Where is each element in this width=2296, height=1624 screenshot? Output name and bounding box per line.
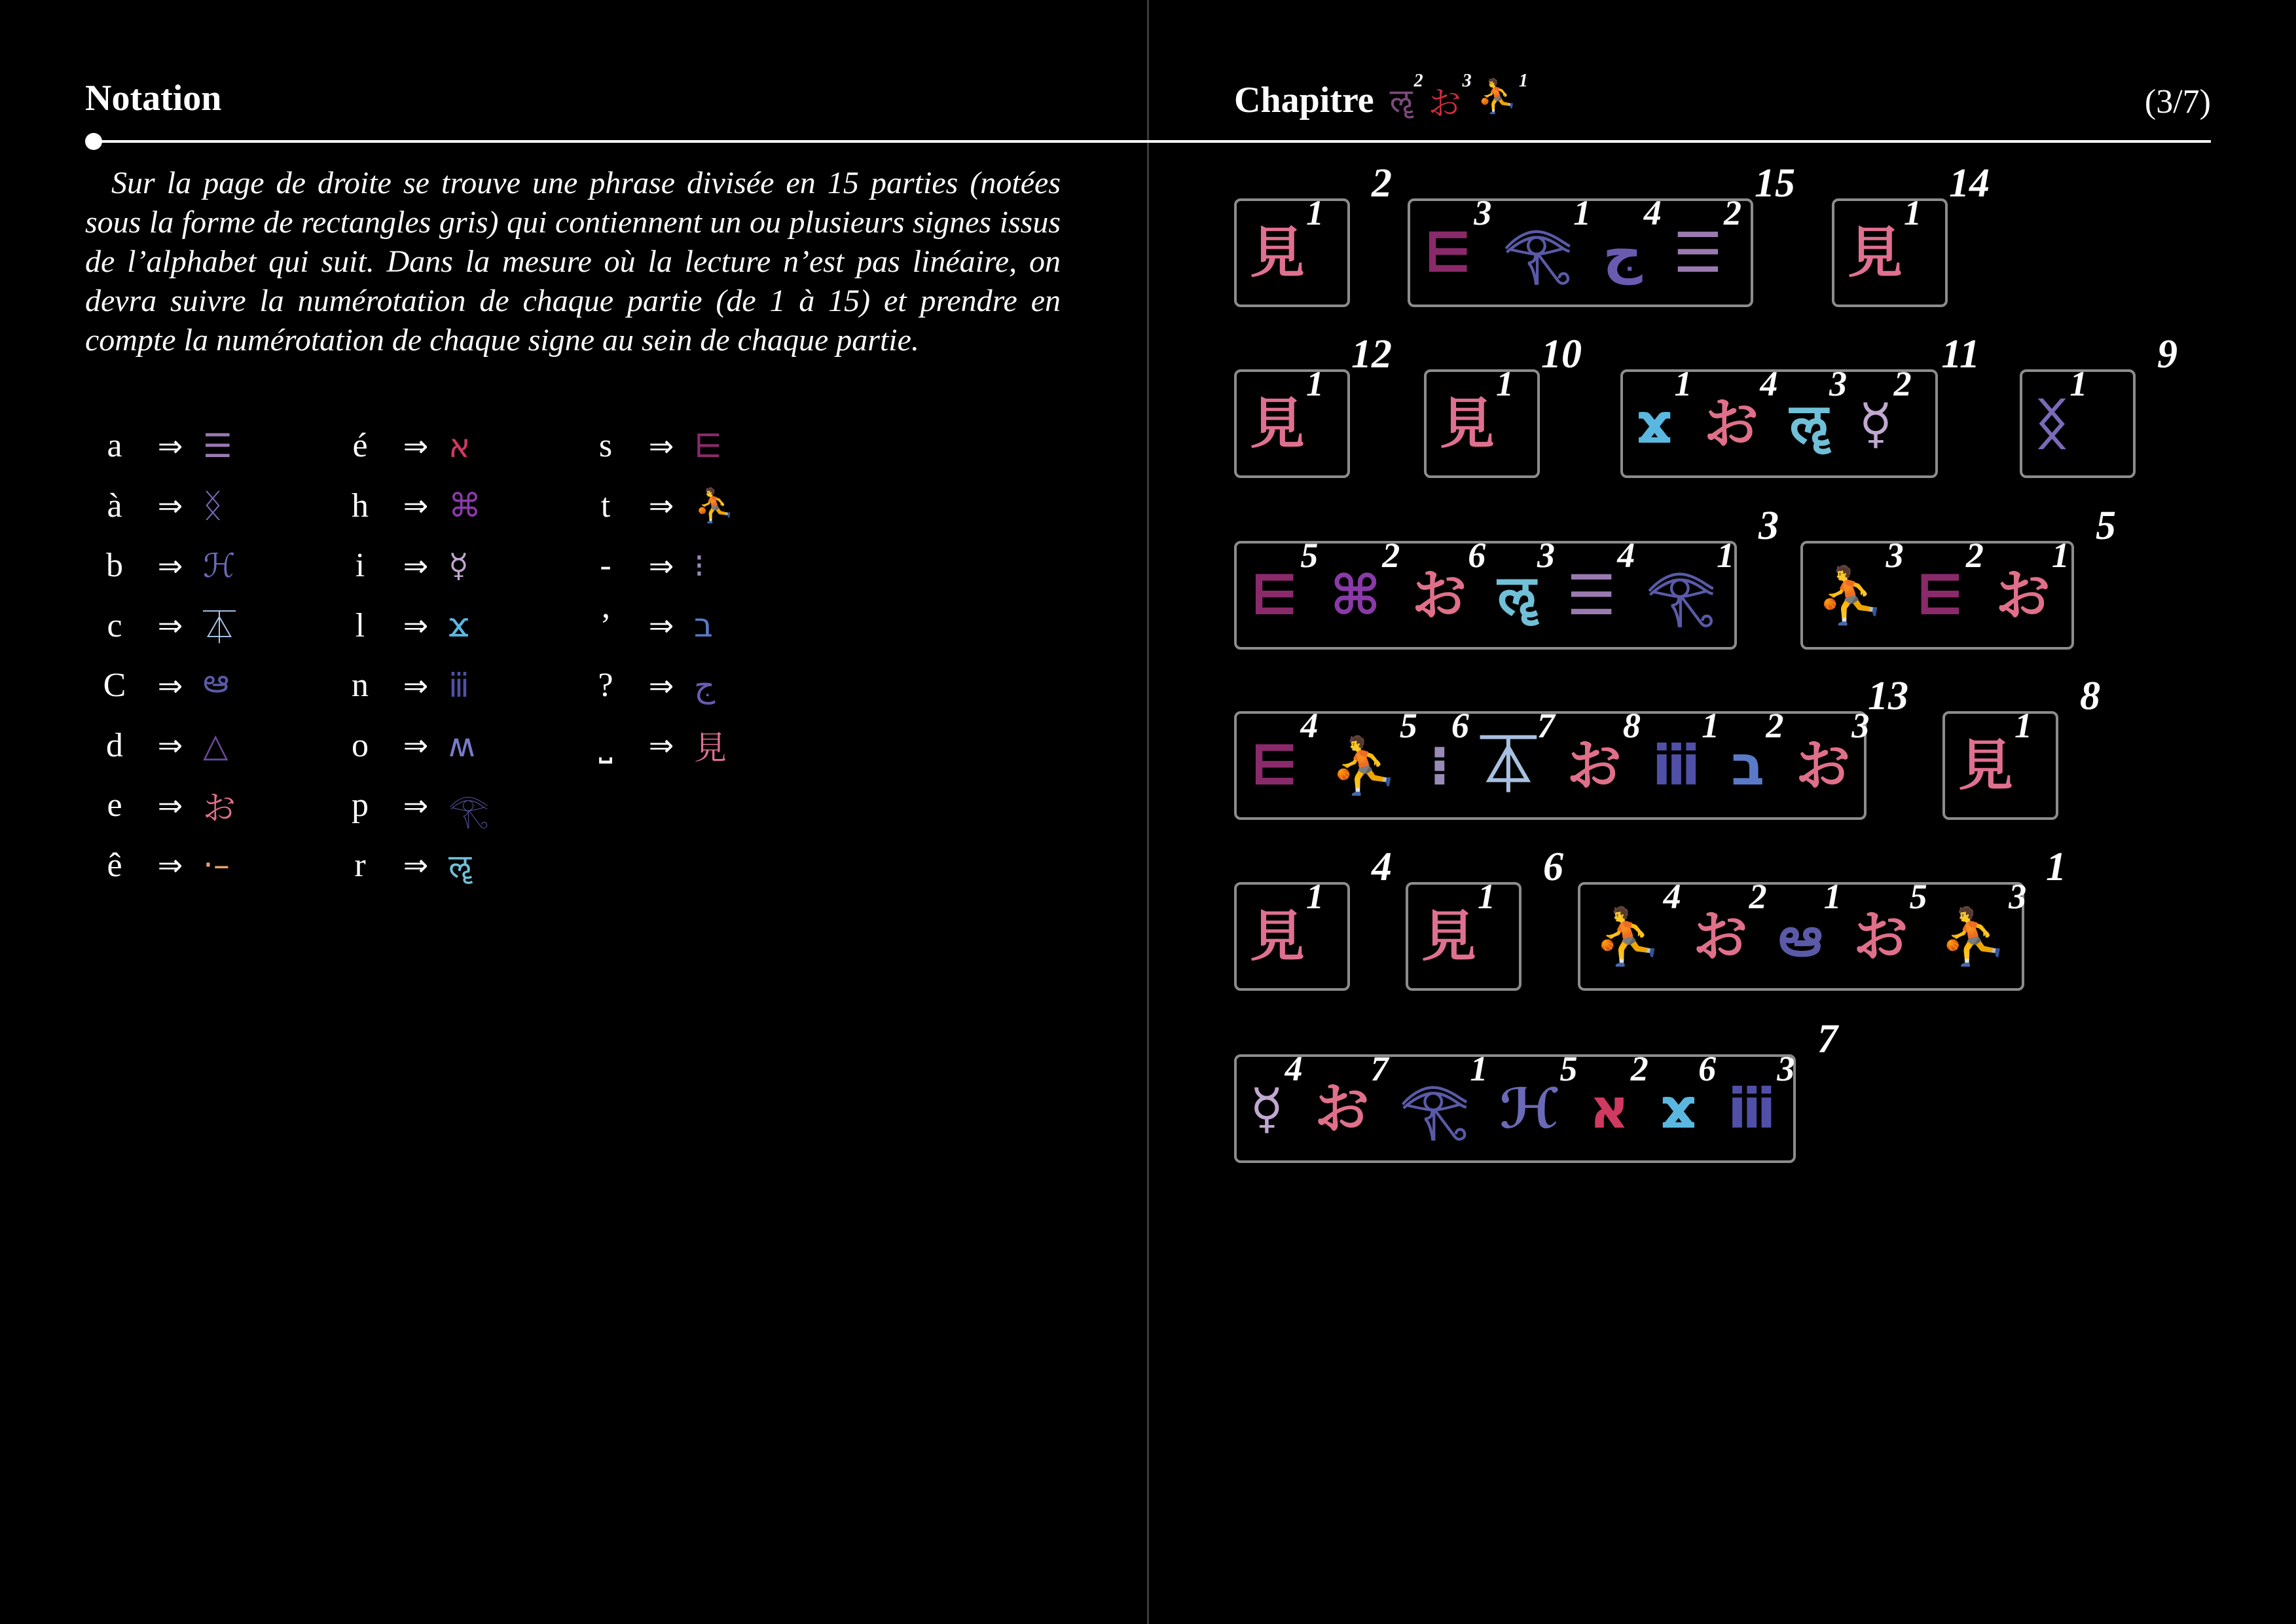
- alphabet-letter: ?: [598, 667, 613, 705]
- part-sign: [1789, 364, 1853, 456]
- part-sign: [1330, 536, 1406, 627]
- part-number: 1: [2046, 845, 2066, 889]
- sign-number: 5: [1300, 536, 1319, 575]
- sign-glyph: ⌘: [1330, 563, 1381, 627]
- part-number: 13: [1868, 674, 1908, 718]
- arrow-icon: ⇒: [157, 667, 183, 703]
- part-number: 11: [1941, 332, 1980, 377]
- part-sign: [1480, 706, 1561, 798]
- sign-number: 4: [1643, 193, 1662, 232]
- sentence-part: [1832, 161, 1990, 307]
- sign-glyph: ⅲ: [1652, 733, 1701, 798]
- sign-glyph: 見: [1250, 392, 1305, 456]
- chapter-glyph: お: [1428, 84, 1461, 122]
- alphabet-symbol: ⁝: [694, 546, 704, 585]
- alphabet-symbol: ج: [694, 666, 716, 705]
- arrow-icon: ⇒: [403, 488, 429, 524]
- sign-glyph: ⅲ: [1728, 1077, 1776, 1141]
- chapter-glyph-number: 2: [1413, 71, 1423, 91]
- sign-number: 1: [1306, 877, 1324, 916]
- chapter-glyph-number: 1: [1518, 71, 1528, 91]
- page-number: (3/7): [2144, 83, 2211, 120]
- sentence-part: [1424, 332, 1582, 478]
- alphabet-row: [92, 716, 337, 776]
- part-sign: [1250, 1049, 1309, 1141]
- sentence-part: [1234, 332, 1392, 478]
- sign-glyph: 見: [1250, 904, 1305, 969]
- sign-number: 7: [1537, 706, 1555, 745]
- arrow-icon: ⇒: [403, 667, 429, 703]
- part-sign: [1497, 536, 1561, 627]
- sign-number: 1: [2069, 364, 2088, 403]
- alphabet-row: [583, 476, 828, 536]
- sign-glyph: ⏄: [1480, 733, 1536, 798]
- sign-number: 6: [1451, 706, 1469, 745]
- sign-number: 1: [1306, 364, 1324, 403]
- sign-number: 1: [1717, 536, 1735, 575]
- part-sign: [1400, 1049, 1495, 1141]
- sign-glyph: 𓂀: [1400, 1077, 1469, 1141]
- sign-glyph: ᛝ: [2035, 392, 2069, 456]
- alphabet-symbol: ⅲ: [448, 666, 469, 705]
- sign-number: 5: [1399, 706, 1417, 745]
- sign-glyph: ⋿: [1423, 221, 1473, 285]
- alphabet-letter: t: [600, 487, 611, 525]
- sentence-part: [1234, 674, 1908, 820]
- sign-number: 1: [1702, 706, 1720, 745]
- part-sign: [1250, 193, 1330, 285]
- part-sign: [1778, 877, 1848, 969]
- part-sign: [1314, 1049, 1395, 1141]
- sign-number: 4: [1663, 877, 1681, 916]
- sign-glyph: 見: [1958, 733, 2014, 798]
- alphabet-letter: n: [352, 667, 369, 705]
- arrow-icon: ⇒: [403, 847, 429, 883]
- alphabet-symbol: ☰: [203, 426, 232, 465]
- sign-glyph: ج: [1603, 221, 1643, 285]
- alphabet-symbol: ʍ: [448, 726, 475, 765]
- alphabet-row: [92, 836, 337, 896]
- part-sign: [1603, 193, 1668, 285]
- arrow-icon: ⇒: [403, 428, 429, 464]
- sign-glyph: ☰: [1566, 563, 1616, 627]
- notation-heading: Notation: [85, 78, 222, 119]
- part-sign: [1499, 1049, 1584, 1141]
- part-sign: [1652, 706, 1726, 798]
- alphabet-letter: i: [355, 547, 365, 585]
- alphabet-row: [337, 716, 583, 776]
- sign-glyph: א: [1589, 1077, 1630, 1141]
- alphabet-symbol: 𓂀: [448, 790, 490, 829]
- sign-number: 1: [1496, 364, 1514, 403]
- alphabet-letter: o: [352, 726, 369, 764]
- part-sign: [1250, 536, 1324, 627]
- alphabet-letter: ’: [600, 606, 611, 644]
- alphabet-letter: C: [103, 667, 126, 705]
- sign-glyph: 見: [1250, 221, 1305, 285]
- part-number: 8: [2080, 674, 2100, 718]
- sign-number: 3: [1777, 1049, 1795, 1088]
- header-rule-dot: [85, 133, 102, 150]
- part-sign: [1660, 1049, 1722, 1141]
- alphabet-letter: à: [107, 487, 122, 525]
- sign-glyph: ⋿: [1915, 563, 1965, 627]
- page-divider: [1147, 0, 1149, 1624]
- alphabet-row: [337, 536, 583, 596]
- chapter-glyph-number: 3: [1462, 71, 1472, 91]
- sign-number: 2: [1382, 536, 1400, 575]
- part-sign: [1728, 1049, 1801, 1141]
- alphabet-column: [337, 416, 583, 895]
- alphabet-symbol: ᛝ: [203, 487, 223, 525]
- alphabet-symbol: ⛹: [694, 486, 735, 525]
- alphabet-letter: ê: [107, 846, 122, 884]
- alphabet-letter: s: [598, 427, 613, 465]
- sign-glyph: ⛹: [1939, 904, 2008, 969]
- alphabet-letter: -: [600, 547, 611, 585]
- alphabet-row: [92, 476, 337, 536]
- part-sign: [1250, 706, 1324, 798]
- alphabet-symbol: ⌘: [448, 487, 481, 525]
- alphabet-row: [92, 596, 337, 656]
- sign-glyph: 𓂀: [1503, 221, 1573, 285]
- arrow-icon: ⇒: [157, 488, 183, 524]
- sign-number: 6: [1698, 1049, 1717, 1088]
- alphabet-symbol: ఆ: [203, 662, 229, 701]
- sign-glyph: ☿: [1250, 1077, 1284, 1141]
- sentence-part: [1234, 1017, 1838, 1163]
- part-sign: [1731, 706, 1790, 798]
- part-number: 7: [1817, 1017, 1838, 1061]
- sentence-part: [2020, 332, 2178, 478]
- alphabet-row: [337, 836, 583, 896]
- alphabet-row: [337, 775, 583, 836]
- part-sign: [1566, 536, 1641, 627]
- sign-number: 2: [1630, 1049, 1649, 1088]
- sign-glyph: ⛹: [1594, 904, 1662, 969]
- alphabet-letter: é: [352, 427, 368, 465]
- part-sign: [1704, 364, 1784, 456]
- sign-glyph: ⛹: [1330, 733, 1398, 798]
- alphabet-row: [583, 536, 828, 596]
- sign-number: 3: [1886, 536, 1904, 575]
- alphabet-column: [583, 416, 828, 895]
- sign-glyph: ⁝: [1429, 733, 1450, 798]
- chapter-title: Chapitre: [1234, 80, 1374, 120]
- part-sign: [1795, 706, 1876, 798]
- part-number: 4: [1372, 845, 1392, 889]
- sign-glyph: ⋿: [1250, 733, 1300, 798]
- part-sign: [1250, 877, 1330, 969]
- alphabet-row: [92, 416, 337, 476]
- part-sign: [1423, 193, 1498, 285]
- sentence-part: [1406, 845, 1563, 991]
- part-sign: [1816, 536, 1910, 627]
- arrow-icon: ⇒: [403, 728, 429, 764]
- arrow-icon: ⇒: [648, 667, 674, 703]
- alphabet-symbol: ב: [694, 606, 713, 645]
- alphabet-letter: ⎵: [598, 726, 613, 764]
- sign-glyph: お: [1412, 563, 1467, 627]
- sign-number: 1: [1478, 877, 1496, 916]
- part-sign: [1250, 364, 1330, 456]
- sign-number: 3: [2009, 877, 2027, 916]
- alphabet-symbol: △: [203, 726, 228, 765]
- chapter-glyph: ⛹: [1476, 77, 1518, 115]
- chapter-heading: [1234, 71, 1533, 124]
- sentence-part: [1942, 674, 2100, 820]
- sentence-part: [1234, 504, 1779, 650]
- part-sign: [1636, 364, 1698, 456]
- sign-number: 1: [1306, 193, 1324, 232]
- alphabet-row: [92, 775, 337, 836]
- sign-glyph: お: [1566, 733, 1622, 798]
- alphabet-row: [337, 416, 583, 476]
- arrow-icon: ⇒: [157, 428, 183, 464]
- part-sign: [1412, 536, 1492, 627]
- alphabet-symbol: ϫ: [448, 606, 469, 645]
- sign-number: 8: [1622, 706, 1641, 745]
- alphabet-letter: l: [355, 606, 365, 644]
- intro-paragraph: Sur la page de droite se trouve une phrase divisée en 15 parties (notées sous la forme de rectangles gris) qui contiennent un ou plusieurs signes issus de l’alphabet qui suit. Dans la mesure où la lecture n’est pas linéaire, on devra suivre la numérotation de chaque partie (de 1 à 15) et prendre en compte la numérotation de chaque signe au sein de chaque partie.: [85, 166, 1061, 358]
- sign-number: 1: [1470, 1049, 1488, 1088]
- arrow-icon: ⇒: [648, 428, 674, 464]
- sentence-part: [1800, 504, 2116, 650]
- sign-number: 3: [1474, 193, 1492, 232]
- part-sign: [2035, 364, 2094, 456]
- part-sign: [1995, 536, 2076, 627]
- part-sign: [1429, 706, 1476, 798]
- part-number: 12: [1351, 332, 1392, 377]
- part-number: 15: [1755, 161, 1795, 206]
- alphabet-row: [92, 655, 337, 716]
- sign-number: 3: [1829, 364, 1848, 403]
- alphabet-symbol: א: [448, 426, 471, 465]
- alphabet-letter: a: [107, 427, 122, 465]
- alphabet-letter: p: [352, 786, 369, 824]
- alphabet-symbol: ॡ: [448, 847, 471, 886]
- sentence-part: [1234, 845, 1392, 991]
- alphabet-row: [583, 716, 828, 776]
- alphabet-column: [92, 416, 337, 895]
- part-sign: [1673, 193, 1748, 285]
- sign-number: 3: [1537, 536, 1555, 575]
- alphabet-row: [337, 476, 583, 536]
- sign-number: 1: [1823, 877, 1842, 916]
- alphabet-letter: d: [106, 726, 123, 764]
- part-sign: [1440, 364, 1520, 456]
- sign-glyph: 見: [1421, 904, 1477, 969]
- sign-number: 1: [1573, 193, 1592, 232]
- arrow-icon: ⇒: [403, 787, 429, 823]
- sign-glyph: ☿: [1859, 392, 1893, 456]
- arrow-icon: ⇒: [648, 547, 674, 583]
- sign-glyph: 見: [1440, 392, 1495, 456]
- sign-glyph: ॡ: [1497, 563, 1536, 627]
- alphabet-row: [337, 655, 583, 716]
- sentence-part: [1578, 845, 2066, 991]
- alphabet-row: [583, 416, 828, 476]
- part-sign: [1594, 877, 1688, 969]
- sign-number: 4: [1300, 706, 1319, 745]
- part-sign: [1647, 536, 1741, 627]
- sentence-part: [1408, 161, 1795, 307]
- sign-glyph: ϫ: [1660, 1077, 1698, 1141]
- sign-number: 2: [1893, 364, 1912, 403]
- alphabet-symbol: ⋿: [694, 426, 723, 465]
- sign-glyph: ϫ: [1636, 392, 1673, 456]
- part-sign: [1503, 193, 1597, 285]
- sign-number: 2: [1724, 193, 1742, 232]
- alphabet-letter: e: [107, 786, 122, 824]
- sign-number: 2: [1965, 536, 1984, 575]
- arrow-icon: ⇒: [648, 728, 674, 764]
- part-sign: [1853, 877, 1934, 969]
- alphabet-symbol: 見: [694, 729, 727, 767]
- sign-glyph: ⛹: [1816, 563, 1885, 627]
- sign-glyph: お: [1692, 904, 1748, 969]
- sign-glyph: お: [1795, 733, 1851, 798]
- part-sign: [1915, 536, 1990, 627]
- alphabet-symbol: ℋ: [203, 546, 236, 585]
- sign-number: 1: [2014, 706, 2033, 745]
- part-sign: [1566, 706, 1647, 798]
- alphabet-letter: b: [106, 547, 123, 585]
- arrow-icon: ⇒: [403, 608, 429, 644]
- sentence-part: [1620, 332, 1980, 478]
- sign-number: 3: [1851, 706, 1870, 745]
- sign-glyph: ב: [1731, 733, 1765, 798]
- sign-number: 4: [1617, 536, 1635, 575]
- part-sign: [1958, 706, 2039, 798]
- alphabet-row: [583, 596, 828, 656]
- part-number: 6: [1543, 845, 1563, 889]
- sign-glyph: ఆ: [1778, 904, 1823, 969]
- sign-glyph: お: [1704, 392, 1759, 456]
- part-sign: [1859, 364, 1918, 456]
- sign-glyph: お: [1853, 904, 1908, 969]
- arrow-icon: ⇒: [648, 488, 674, 524]
- part-number: 14: [1949, 161, 1990, 206]
- sign-number: 7: [1370, 1049, 1389, 1088]
- arrow-icon: ⇒: [157, 728, 183, 764]
- part-number: 3: [1758, 504, 1779, 548]
- sign-glyph: ℋ: [1499, 1077, 1559, 1141]
- header-rule: [93, 140, 2211, 143]
- part-sign: [1421, 877, 1502, 969]
- sign-number: 4: [1760, 364, 1778, 403]
- alphabet-row: [583, 655, 828, 716]
- sign-number: 5: [1909, 877, 1927, 916]
- part-number: 5: [2096, 504, 2116, 548]
- part-number: 2: [1372, 161, 1392, 206]
- arrow-icon: ⇒: [157, 847, 183, 883]
- sentence-part: [1234, 161, 1392, 307]
- arrow-icon: ⇒: [648, 608, 674, 644]
- part-sign: [1330, 706, 1424, 798]
- part-number: 9: [2157, 332, 2178, 377]
- part-sign: [1589, 1049, 1655, 1141]
- sign-number: 2: [1749, 877, 1767, 916]
- sign-glyph: ⋿: [1250, 563, 1300, 627]
- alphabet-letter: c: [107, 606, 122, 644]
- part-number: 10: [1541, 332, 1582, 377]
- part-sign: [1939, 877, 2033, 969]
- alphabet-symbol: お: [203, 788, 236, 827]
- arrow-icon: ⇒: [157, 608, 183, 644]
- alphabet-row: [92, 536, 337, 596]
- alphabet-table: [92, 416, 828, 895]
- alphabet-row: [337, 596, 583, 656]
- sign-glyph: お: [1995, 563, 2050, 627]
- sign-glyph: ॡ: [1789, 392, 1829, 456]
- sign-glyph: 𓂀: [1647, 563, 1716, 627]
- sign-glyph: 見: [1848, 221, 1903, 285]
- arrow-icon: ⇒: [157, 547, 183, 583]
- chapter-glyphs: [1389, 71, 1533, 124]
- alphabet-symbol: ·–: [203, 846, 230, 885]
- alphabet-symbol: ☿: [448, 546, 469, 585]
- alphabet-letter: h: [352, 487, 369, 525]
- alphabet-letter: r: [354, 846, 366, 884]
- sign-number: 1: [2051, 536, 2069, 575]
- sign-number: 1: [1904, 193, 1922, 232]
- part-sign: [1692, 877, 1774, 969]
- chapter-glyph: ॡ: [1389, 82, 1413, 120]
- sign-number: 4: [1285, 1049, 1303, 1088]
- arrow-icon: ⇒: [403, 547, 429, 583]
- alphabet-symbol: ⏄: [203, 609, 236, 648]
- sign-glyph: ☰: [1673, 221, 1723, 285]
- part-sign: [1848, 193, 1928, 285]
- sign-number: 6: [1468, 536, 1486, 575]
- sign-number: 2: [1766, 706, 1784, 745]
- sign-number: 1: [1674, 364, 1692, 403]
- sign-glyph: お: [1314, 1077, 1370, 1141]
- sign-number: 5: [1559, 1049, 1578, 1088]
- arrow-icon: ⇒: [157, 787, 183, 823]
